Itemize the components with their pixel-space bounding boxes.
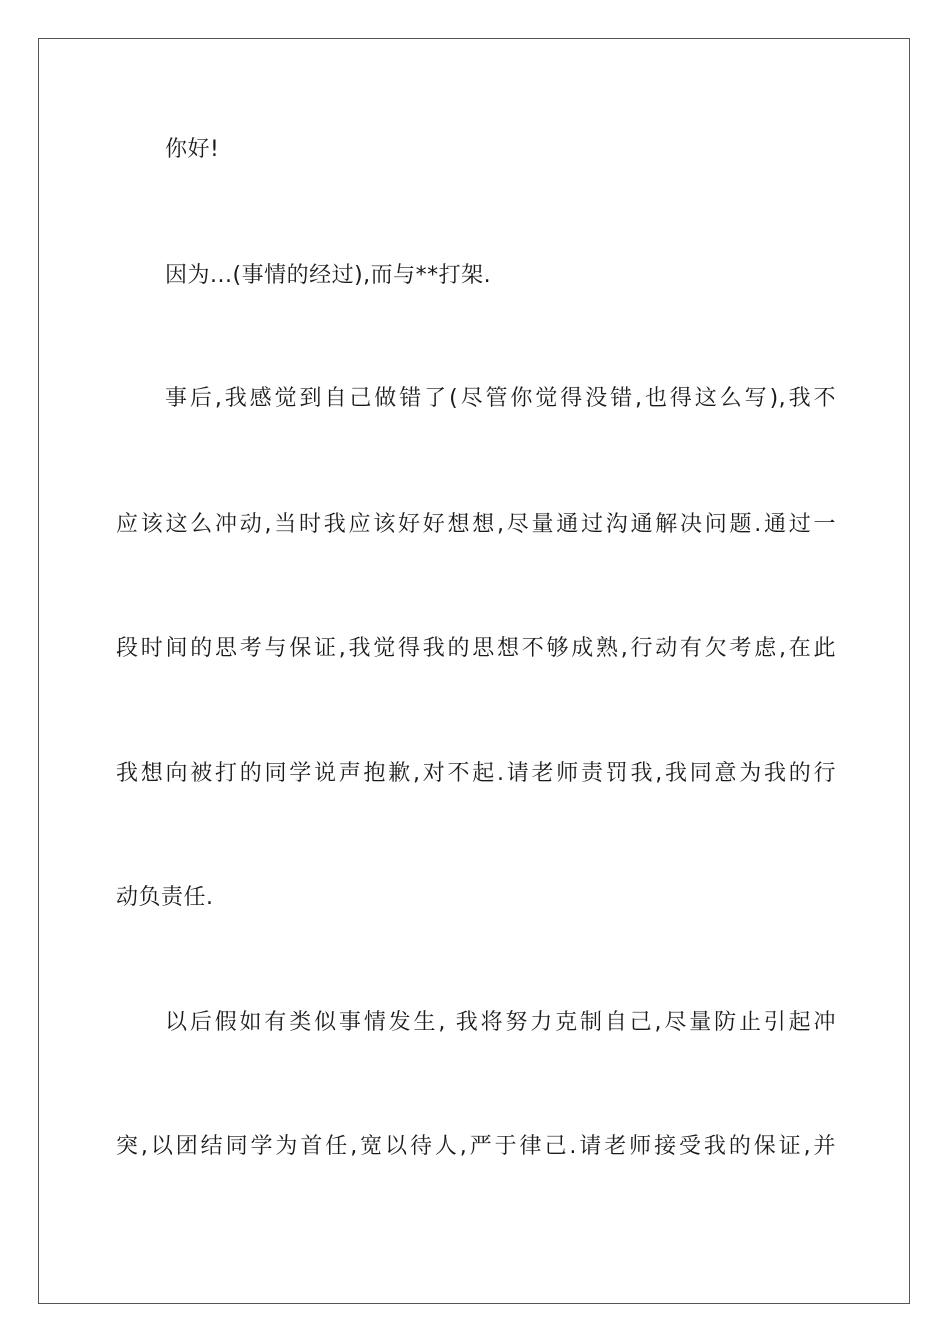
paragraph-2-line-1: 事后,我感觉到自己做错了(尽管你觉得没错,也得这么写),我不 bbox=[165, 386, 836, 411]
paragraph-3-line-2: 突,以团结同学为首任,宽以待人,严于律己.请老师接受我的保证,并 bbox=[116, 1134, 836, 1159]
page-frame bbox=[38, 38, 910, 1304]
paragraph-2-line-3: 段时间的思考与保证,我觉得我的思想不够成熟,行动有欠考虑,在此 bbox=[116, 636, 836, 661]
paragraph-2-line-5: 动负责任. bbox=[116, 885, 214, 910]
paragraph-2-line-4: 我想向被打的同学说声抱歉,对不起.请老师责罚我,我同意为我的行 bbox=[116, 761, 836, 786]
paragraph-2-line-2: 应该这么冲动,当时我应该好好想想,尽量通过沟通解决问题.通过一 bbox=[116, 512, 836, 537]
paragraph-1-line-1: 因为...(事情的经过),而与**打架. bbox=[165, 263, 492, 288]
paragraph-3-line-1: 以后假如有类似事情发生, 我将努力克制自己,尽量防止引起冲 bbox=[165, 1010, 836, 1035]
greeting-line: 你好! bbox=[165, 137, 220, 162]
